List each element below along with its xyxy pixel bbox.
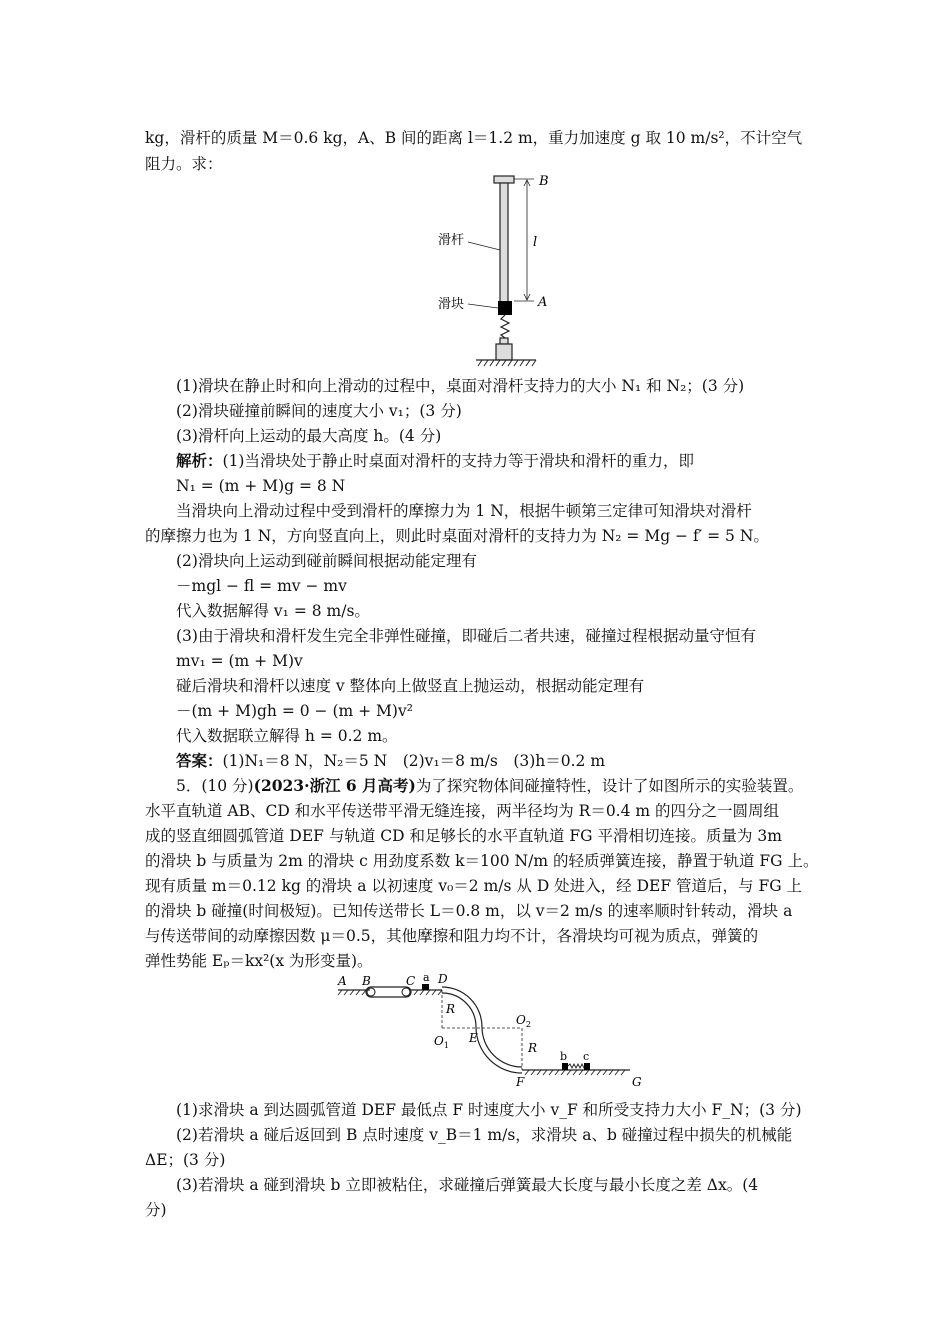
text-line-23: 现有质量 m＝0.12 kg 的滑块 a 以初速度 v₀＝2 m/s 从 D 处进入，经 DEF 管道后，与 FG 上: [145, 877, 803, 895]
text-line-5: (3)滑杆向上运动的最大高度 h。(4 分): [176, 427, 442, 445]
text-line-16: －(m + M)gh = 0 − (m + M)v²: [176, 702, 413, 720]
text-line-1: kg，滑杆的质量 M＝0.6 kg，A、B 间的距离 l＝1.2 m，重力加速度 g 取 10 m/s²，不计空气: [145, 129, 803, 147]
text-line-25: 与传送带间的动摩擦因数 μ＝0.5，其他摩擦和阻力均不计，各滑块均可视为质点，弹簧的: [145, 927, 759, 945]
text-line-4: (2)滑块碰撞前瞬间的速度大小 v₁；(3 分): [176, 402, 462, 420]
question-intro: 为了探究物体间碰撞特性，设计了如图所示的实验装置。: [415, 777, 804, 795]
text-line-26: 弹性势能 Eₚ＝kx²(x 为形变量)。: [145, 952, 373, 970]
label-B: B: [539, 174, 549, 189]
text-line-27: (1)求滑块 a 到达圆弧管道 DEF 最低点 F 时速度大小 v_F 和所受支持力大小 F_N；(3 分): [176, 1101, 802, 1119]
label-R1: R: [446, 1002, 456, 1016]
text-line-28: (2)若滑块 a 碰后返回到 B 点时速度 v_B＝1 m/s，求滑块 a、b 碰撞过程中损失的机械能: [176, 1126, 793, 1144]
answer-text: (1)N₁＝8 N，N₂＝5 N (2)v₁＝8 m/s (3)h＝0.2 m: [222, 752, 606, 770]
label-A: A: [538, 295, 548, 310]
question-number: 5．(10 分): [176, 777, 254, 795]
label-b: b: [560, 1050, 568, 1063]
label-B: B: [362, 974, 371, 988]
text-line-13: (3)由于滑块和滑杆发生完全非弹性碰撞，即碰后二者共速，碰撞过程根据动量守恒有: [176, 627, 756, 645]
text-line-11: －mgl − fl = mv − mv: [176, 577, 347, 595]
label-A: A: [338, 974, 347, 988]
text-line-9: 的摩擦力也为 1 N，方向竖直向上，则此时桌面对滑杆的支持力为 N₂ = Mg − f′ = 5 N。: [145, 527, 769, 545]
label-c: c: [583, 1050, 590, 1063]
label-R2: R: [528, 1041, 538, 1055]
label-block: 滑块: [438, 297, 465, 312]
label-a: a: [423, 971, 430, 984]
text-line-31: 分): [145, 1201, 167, 1219]
text-line-15: 碰后滑块和滑杆以速度 v 整体向上做竖直上抛运动，根据动能定理有: [176, 677, 645, 695]
text-line-3: (1)滑块在静止时和向上滑动的过程中，桌面对滑杆支持力的大小 N₁ 和 N₂；(3 分): [176, 377, 745, 395]
text-line-7: N₁ = (m + M)g = 8 N: [176, 477, 346, 495]
text-line-12: 代入数据解得 v₁ = 8 m/s。: [176, 602, 370, 620]
text-line-18: [176, 749, 605, 773]
label-C: C: [406, 974, 416, 988]
text-line-14: mv₁ = (m + M)v: [176, 652, 303, 670]
label-G: G: [632, 1075, 642, 1089]
text-line-24: 的滑块 b 碰撞(时间极短)。已知传送带长 L＝0.8 m，以 v＝2 m/s 的速率顺时针转动，滑块 a: [145, 902, 793, 920]
question-source: (2023·浙江 6 月高考): [253, 776, 416, 795]
answer-label: 答案：: [176, 751, 223, 770]
text-line-21: 成的竖直细圆弧管道 DEF 与轨道 CD 和足够长的水平直轨道 FG 平滑相切连接。质量为 3m: [145, 827, 782, 845]
text-line-10: (2)滑块向上运动到碰前瞬间根据动能定理有: [176, 552, 477, 570]
label-rod: 滑杆: [438, 233, 465, 248]
text-line-20: 水平直轨道 AB、CD 和水平传送带平滑无缝连接，两半径均为 R＝0.4 m 的四分之一圆周组: [145, 802, 780, 820]
text-line-22: 的滑块 b 与质量为 2m 的滑块 c 用劲度系数 k＝100 N/m 的轻质弹簧连接，静置于轨道 FG 上。: [145, 852, 819, 870]
label-F: F: [516, 1075, 525, 1089]
text-line-6: [176, 449, 694, 473]
label-l: l: [533, 235, 538, 250]
figure-track-apparatus: [330, 970, 650, 1090]
text-line-29: ΔE；(3 分): [145, 1151, 226, 1169]
text-line-19: [176, 774, 803, 798]
analysis-text: (1)当滑块处于静止时桌面对滑杆的支持力等于滑块和滑杆的重力，即: [222, 452, 694, 470]
label-D: D: [438, 972, 448, 986]
text-line-30: (3)若滑块 a 碰到滑块 b 立即被粘住，求碰撞后弹簧最大长度与最小长度之差 Δx。(4: [176, 1176, 759, 1194]
label-O1: $O_1$: [434, 1034, 449, 1050]
figure-sliding-rod: [430, 170, 590, 370]
label-E: E: [469, 1031, 478, 1045]
text-line-8: 当滑块向上滑动过程中受到滑杆的摩擦力为 1 N，根据牛顿第三定律可知滑块对滑杆: [176, 502, 752, 520]
text-line-2: 阻力。求：: [145, 155, 223, 173]
analysis-label: 解析：: [176, 451, 223, 470]
label-O2: $O_2$: [516, 1013, 531, 1029]
text-line-17: 代入数据联立解得 h = 0.2 m。: [176, 727, 398, 745]
